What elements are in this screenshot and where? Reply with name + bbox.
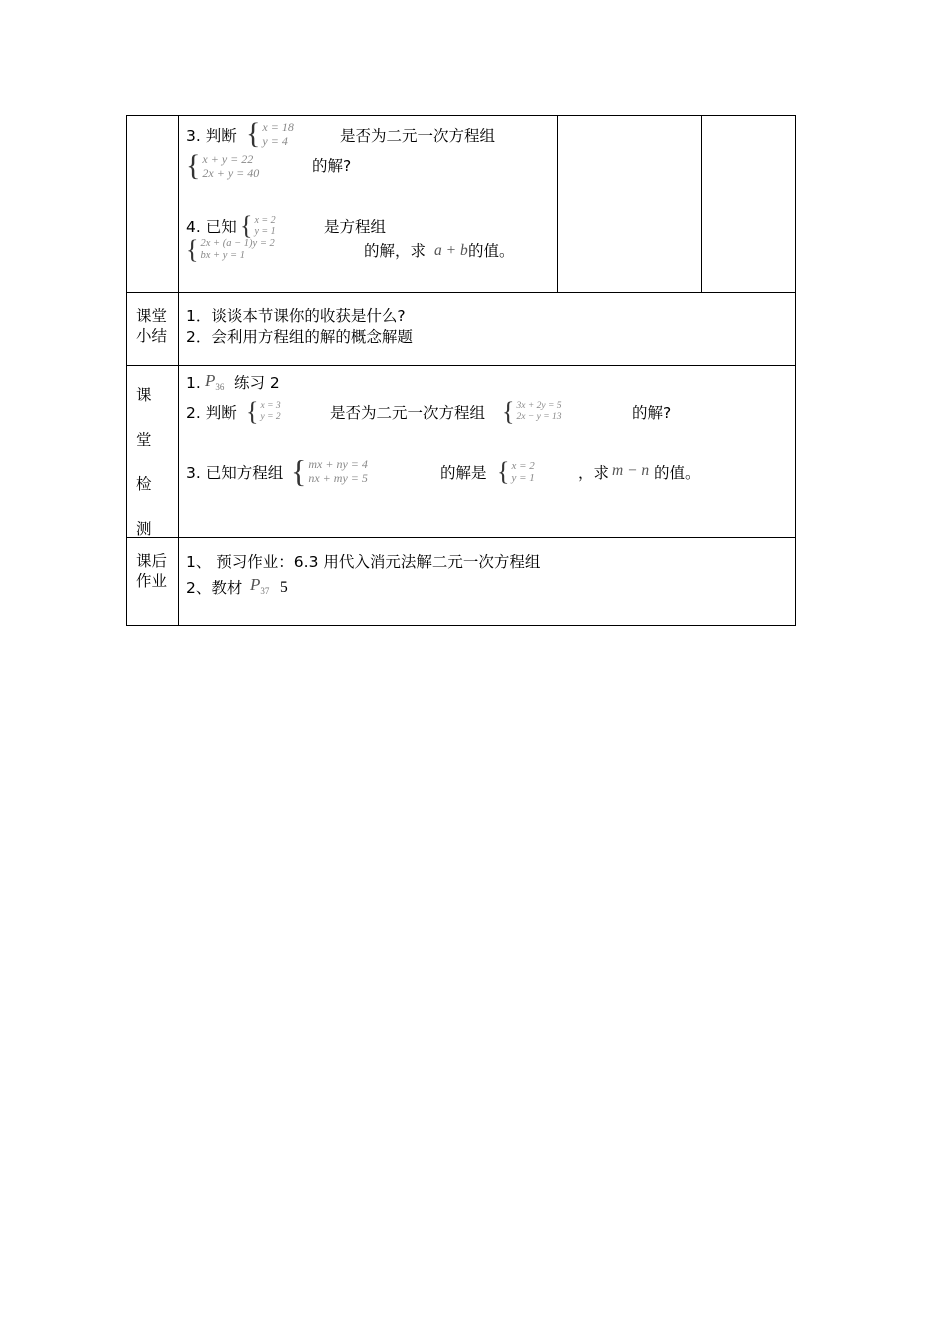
test-item-1-prefix: 1. — [186, 374, 201, 392]
homework-item-2-suffix: 5 — [280, 579, 288, 596]
q4-suffix-b: 的值。 — [468, 242, 515, 260]
test-item-1-suffix: 练习 2 — [234, 374, 280, 392]
test-label-char-4: 测 — [136, 520, 152, 538]
equation: 3x + 2y = 5 — [516, 401, 562, 411]
homework-label-line-1: 课后 — [136, 552, 168, 570]
homework-label-line-2: 作业 — [136, 572, 168, 590]
test-item-2-system-1: { x = 3 y = 2 — [246, 397, 281, 426]
test-item-3-mid2: ，求 — [578, 464, 610, 482]
test-label-char-1: 课 — [136, 386, 152, 404]
equation: bx + y = 1 — [200, 250, 245, 261]
test-item-2-mid: 是否为二元一次方程组 — [330, 404, 486, 422]
q4-expr: a + b — [434, 242, 468, 259]
q3-mid: 是否为二元一次方程组 — [340, 127, 496, 145]
equation: mx + ny = 4 — [308, 457, 368, 471]
equation: nx + my = 5 — [308, 471, 368, 485]
equation: x = 3 — [260, 401, 281, 411]
q3-suffix: 的解? — [312, 157, 352, 175]
test-item-3-mid: 的解是 — [440, 464, 487, 482]
q3-system-2: { x + y = 22 2x + y = 40 — [186, 149, 260, 182]
summary-label-line-1: 课堂 — [136, 307, 168, 325]
equation: x = 2 — [254, 214, 276, 226]
equation: x = 18 — [262, 120, 294, 134]
homework-item-2-p: $P_{37}$ — [250, 575, 270, 596]
equation: y = 2 — [260, 411, 281, 422]
summary-item-2: 2．会利用方程组的解的概念解题 — [186, 328, 413, 346]
test-item-2-suffix: 的解? — [632, 404, 672, 422]
q4-mid: 是方程组 — [324, 218, 387, 236]
test-item-3-suffix: 的值。 — [654, 464, 701, 482]
test-item-3-expr: m − n — [612, 462, 650, 479]
test-item-1-p: $P_{36}$ — [205, 371, 225, 392]
equation: x = 2 — [511, 459, 535, 472]
summary-label-line-2: 小结 — [136, 327, 168, 345]
equation: 2x + y = 40 — [202, 166, 260, 180]
equation: 2x + (a − 1)y = 2 — [200, 237, 275, 249]
homework-item-1: 1、 预习作业：6.3 用代入消元法解二元一次方程组 — [186, 553, 541, 571]
test-label-char-2: 堂 — [136, 431, 152, 449]
equation: y = 1 — [254, 225, 276, 237]
test-item-2-prefix: 2. 判断 — [186, 404, 237, 422]
q4-prefix: 4. 已知 — [186, 218, 237, 236]
equation: 2x − y = 13 — [516, 411, 562, 422]
equation: y = 4 — [262, 134, 288, 148]
q3-prefix: 3. 判断 — [186, 127, 237, 145]
summary-item-1: 1．谈谈本节课你的收获是什么? — [186, 307, 406, 325]
q4-system-1: { x = 2 y = 1 — [240, 211, 276, 240]
equation: y = 1 — [511, 471, 535, 484]
test-item-3-system-1: { mx + ny = 4 nx + my = 5 — [291, 453, 368, 489]
test-item-2-system-2: { 3x + 2y = 5 2x − y = 13 — [502, 397, 562, 426]
q4-system-2: { 2x + (a − 1)y = 2 bx + y = 1 — [186, 235, 275, 264]
test-item-3-prefix: 3. 已知方程组 — [186, 464, 284, 482]
q4-suffix-a: 的解，求 — [364, 242, 427, 260]
equation: x + y = 22 — [202, 152, 254, 166]
q3-system-1: { x = 18 y = 4 — [246, 117, 294, 150]
homework-item-2-prefix: 2、教材 — [186, 579, 243, 597]
test-label-char-3: 检 — [136, 475, 152, 493]
test-item-3-system-2: { x = 2 y = 1 — [497, 457, 535, 486]
